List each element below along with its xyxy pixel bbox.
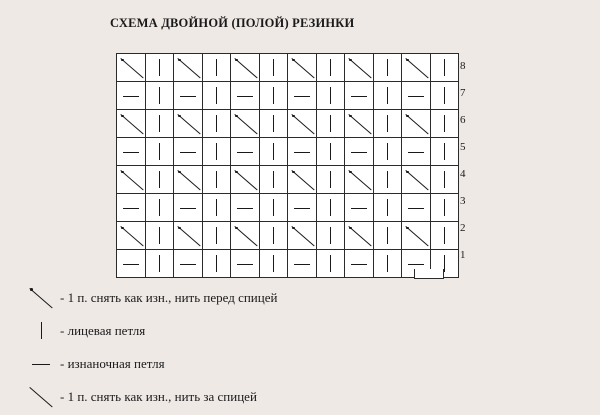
knit-icon xyxy=(317,82,345,109)
knit-icon xyxy=(146,222,174,249)
knit-icon xyxy=(374,194,402,221)
slip-front-icon xyxy=(26,284,56,312)
slip-front-icon xyxy=(117,222,145,249)
chart-cell-knit xyxy=(145,54,174,82)
row-number: 5 xyxy=(460,141,466,153)
chart-cell-knit xyxy=(430,82,459,110)
knit-icon xyxy=(146,166,174,193)
purl-icon xyxy=(345,138,373,165)
purl-icon xyxy=(26,350,56,378)
purl-icon xyxy=(174,138,202,165)
slip-front-icon xyxy=(402,166,430,193)
chart-cell-slip-front xyxy=(402,110,431,138)
chart-cell-purl xyxy=(288,82,317,110)
chart-cell-slip-front xyxy=(288,110,317,138)
purl-icon xyxy=(345,194,373,221)
legend-label: - лицевая петля xyxy=(60,322,146,338)
chart-cell-knit xyxy=(373,138,402,166)
row-number: 2 xyxy=(460,222,466,234)
slip-front-icon xyxy=(117,166,145,193)
row-number: 7 xyxy=(460,87,466,99)
row-number: 6 xyxy=(460,114,466,126)
chart-cell-knit xyxy=(373,194,402,222)
row-number: 1 xyxy=(460,249,466,261)
chart-cell-knit xyxy=(145,250,174,278)
knit-icon xyxy=(374,82,402,109)
slip-front-icon xyxy=(288,222,316,249)
chart-cell-knit xyxy=(430,138,459,166)
legend-item xyxy=(22,380,582,413)
chart-cell-knit xyxy=(145,138,174,166)
chart-cell-knit xyxy=(373,166,402,194)
chart-cell-knit xyxy=(316,138,345,166)
chart-cell-knit xyxy=(259,222,288,250)
purl-icon xyxy=(402,138,430,165)
knit-icon xyxy=(431,166,459,193)
legend-symbol xyxy=(22,350,60,378)
slip-front-icon xyxy=(174,54,202,81)
knit-icon xyxy=(203,222,231,249)
knit-icon xyxy=(374,222,402,249)
legend-label: - 1 п. снять как изн., нить за спицей xyxy=(60,388,257,404)
chart-cell-knit xyxy=(202,54,231,82)
slip-front-icon xyxy=(402,110,430,137)
slip-front-icon xyxy=(174,166,202,193)
purl-icon xyxy=(231,194,259,221)
chart-cell-purl xyxy=(345,82,374,110)
chart-cell-slip-front xyxy=(231,110,260,138)
purl-icon xyxy=(402,194,430,221)
chart-cell-knit xyxy=(373,82,402,110)
purl-icon xyxy=(288,194,316,221)
chart-cell-knit xyxy=(430,194,459,222)
repeat-bracket xyxy=(414,269,444,279)
knit-icon xyxy=(317,54,345,81)
slip-front-icon xyxy=(345,54,373,81)
chart-cell-knit xyxy=(259,54,288,82)
legend-item xyxy=(22,281,582,314)
legend-label: - изнаночная петля xyxy=(60,355,165,371)
knit-icon xyxy=(431,194,459,221)
chart-cell-knit xyxy=(259,138,288,166)
chart-cell-knit xyxy=(259,194,288,222)
chart-cell-slip-front xyxy=(345,54,374,82)
chart-cell-slip-front xyxy=(288,222,317,250)
purl-icon xyxy=(288,138,316,165)
chart-cell-knit xyxy=(145,82,174,110)
knit-icon xyxy=(203,250,231,277)
chart-cell-knit xyxy=(316,82,345,110)
chart-cell-purl xyxy=(288,138,317,166)
chart-cell-purl xyxy=(174,82,203,110)
knit-icon xyxy=(431,54,459,81)
chart-cell-purl xyxy=(231,138,260,166)
legend xyxy=(22,281,582,413)
chart-cell-purl xyxy=(231,82,260,110)
chart-cell-purl xyxy=(174,194,203,222)
chart-cell-purl xyxy=(402,194,431,222)
knit-icon xyxy=(146,138,174,165)
knit-icon xyxy=(203,82,231,109)
knit-icon xyxy=(203,110,231,137)
knit-icon xyxy=(260,194,288,221)
knit-icon xyxy=(374,250,402,277)
chart-cell-purl xyxy=(117,138,146,166)
knit-icon xyxy=(260,166,288,193)
chart-cell-knit xyxy=(430,222,459,250)
chart-cell-knit xyxy=(145,222,174,250)
legend-symbol xyxy=(22,284,60,312)
chart-row xyxy=(117,250,459,278)
chart-cell-purl xyxy=(117,82,146,110)
chart-cell-slip-front xyxy=(345,110,374,138)
knit-icon xyxy=(374,110,402,137)
chart-cell-knit xyxy=(373,250,402,278)
chart-body xyxy=(117,54,459,278)
chart-cell-knit xyxy=(316,166,345,194)
chart-cell-knit xyxy=(430,166,459,194)
chart-cell-purl xyxy=(288,250,317,278)
knit-icon xyxy=(260,54,288,81)
chart-cell-knit xyxy=(316,222,345,250)
knit-icon xyxy=(203,166,231,193)
knit-icon xyxy=(26,317,56,345)
knit-icon xyxy=(431,222,459,249)
legend-label: - 1 п. снять как изн., нить перед спицей xyxy=(60,289,278,305)
chart-cell-knit xyxy=(202,110,231,138)
chart-cell-slip-front xyxy=(231,222,260,250)
knit-icon xyxy=(317,138,345,165)
chart-cell-knit xyxy=(316,54,345,82)
slip-front-icon xyxy=(288,110,316,137)
chart-cell-knit xyxy=(316,194,345,222)
knit-icon xyxy=(374,54,402,81)
knit-icon xyxy=(260,82,288,109)
chart-cell-purl xyxy=(231,194,260,222)
chart-cell-slip-front xyxy=(174,54,203,82)
chart-cell-slip-front xyxy=(174,166,203,194)
purl-icon xyxy=(231,138,259,165)
knit-icon xyxy=(146,54,174,81)
chart-cell-purl xyxy=(174,138,203,166)
chart-cell-knit xyxy=(202,250,231,278)
chart-cell-knit xyxy=(316,250,345,278)
slip-front-icon xyxy=(117,110,145,137)
chart-cell-slip-front xyxy=(231,166,260,194)
knit-icon xyxy=(146,82,174,109)
chart-cell-knit xyxy=(202,138,231,166)
knit-icon xyxy=(317,166,345,193)
chart-cell-purl xyxy=(402,138,431,166)
knit-icon xyxy=(260,222,288,249)
knit-icon xyxy=(260,250,288,277)
knit-icon xyxy=(146,110,174,137)
chart-cell-slip-front xyxy=(288,166,317,194)
chart-row xyxy=(117,82,459,110)
chart-row xyxy=(117,166,459,194)
purl-icon xyxy=(174,250,202,277)
purl-icon xyxy=(174,82,202,109)
knit-icon xyxy=(317,194,345,221)
legend-symbol xyxy=(22,383,60,411)
chart-cell-purl xyxy=(345,250,374,278)
chart-cell-slip-front xyxy=(288,54,317,82)
slip-front-icon xyxy=(402,222,430,249)
page-title: СХЕМА ДВОЙНОЙ (ПОЛОЙ) РЕЗИНКИ xyxy=(110,16,355,30)
chart-cell-purl xyxy=(345,138,374,166)
chart-cell-knit xyxy=(259,110,288,138)
purl-icon xyxy=(174,194,202,221)
knitting-chart-grid xyxy=(116,53,459,278)
chart-row xyxy=(117,110,459,138)
purl-icon xyxy=(117,250,145,277)
knit-icon xyxy=(260,110,288,137)
purl-icon xyxy=(231,82,259,109)
chart-cell-knit xyxy=(145,194,174,222)
chart-row xyxy=(117,194,459,222)
chart-cell-slip-front xyxy=(402,222,431,250)
row-number: 3 xyxy=(460,195,466,207)
chart-cell-knit xyxy=(316,110,345,138)
chart-cell-slip-front xyxy=(402,54,431,82)
knit-icon xyxy=(431,138,459,165)
chart-cell-slip-front xyxy=(345,166,374,194)
chart-cell-purl xyxy=(117,194,146,222)
chart-row xyxy=(117,138,459,166)
knit-icon xyxy=(374,166,402,193)
chart-cell-slip-front xyxy=(174,222,203,250)
slip-front-icon xyxy=(345,222,373,249)
chart-cell-knit xyxy=(259,166,288,194)
slip-front-icon xyxy=(231,110,259,137)
knit-icon xyxy=(203,54,231,81)
row-number: 8 xyxy=(460,60,466,72)
purl-icon xyxy=(345,250,373,277)
slip-front-icon xyxy=(117,54,145,81)
knit-icon xyxy=(146,250,174,277)
knit-icon xyxy=(317,250,345,277)
chart-cell-slip-front xyxy=(231,54,260,82)
chart-cell-knit xyxy=(430,110,459,138)
chart-cell-slip-front xyxy=(174,110,203,138)
knit-icon xyxy=(146,194,174,221)
chart-cell-knit xyxy=(145,110,174,138)
slip-front-icon xyxy=(231,222,259,249)
chart-cell-purl xyxy=(231,250,260,278)
knit-icon xyxy=(431,110,459,137)
slip-front-icon xyxy=(345,110,373,137)
chart-cell-knit xyxy=(373,110,402,138)
chart-cell-slip-front xyxy=(117,166,146,194)
chart-cell-slip-front xyxy=(117,222,146,250)
knit-icon xyxy=(317,222,345,249)
row-number-column xyxy=(460,53,480,269)
slip-front-icon xyxy=(288,166,316,193)
purl-icon xyxy=(117,82,145,109)
purl-icon xyxy=(231,250,259,277)
chart-cell-slip-front xyxy=(345,222,374,250)
purl-icon xyxy=(288,82,316,109)
purl-icon xyxy=(345,82,373,109)
row-number: 4 xyxy=(460,168,466,180)
slip-front-icon xyxy=(231,54,259,81)
slip-front-icon xyxy=(174,222,202,249)
knit-icon xyxy=(260,138,288,165)
chart-cell-slip-front xyxy=(117,110,146,138)
chart-cell-knit xyxy=(259,82,288,110)
legend-item xyxy=(22,314,582,347)
chart-cell-slip-front xyxy=(117,54,146,82)
purl-icon xyxy=(117,138,145,165)
chart-row xyxy=(117,54,459,82)
chart-cell-purl xyxy=(288,194,317,222)
knit-icon xyxy=(374,138,402,165)
chart-cell-knit xyxy=(145,166,174,194)
purl-icon xyxy=(117,194,145,221)
chart-cell-purl xyxy=(402,82,431,110)
chart-cell-knit xyxy=(430,54,459,82)
knit-icon xyxy=(203,138,231,165)
chart-cell-slip-front xyxy=(402,166,431,194)
knit-icon xyxy=(431,82,459,109)
slip-front-icon xyxy=(174,110,202,137)
chart-cell-purl xyxy=(117,250,146,278)
purl-icon xyxy=(288,250,316,277)
chart-cell-purl xyxy=(174,250,203,278)
chart-cell-knit xyxy=(373,222,402,250)
chart-cell-knit xyxy=(202,166,231,194)
chart-cell-knit xyxy=(202,194,231,222)
slip-front-icon xyxy=(288,54,316,81)
slip-front-icon xyxy=(402,54,430,81)
chart-cell-knit xyxy=(373,54,402,82)
slip-back-icon xyxy=(26,383,56,411)
knit-icon xyxy=(203,194,231,221)
legend-symbol xyxy=(22,317,60,345)
chart-cell-knit xyxy=(202,82,231,110)
purl-icon xyxy=(402,82,430,109)
knit-icon xyxy=(317,110,345,137)
legend-item xyxy=(22,347,582,380)
chart-cell-knit xyxy=(259,250,288,278)
chart-cell-purl xyxy=(345,194,374,222)
chart-row xyxy=(117,222,459,250)
slip-front-icon xyxy=(345,166,373,193)
slip-front-icon xyxy=(231,166,259,193)
chart-cell-knit xyxy=(202,222,231,250)
